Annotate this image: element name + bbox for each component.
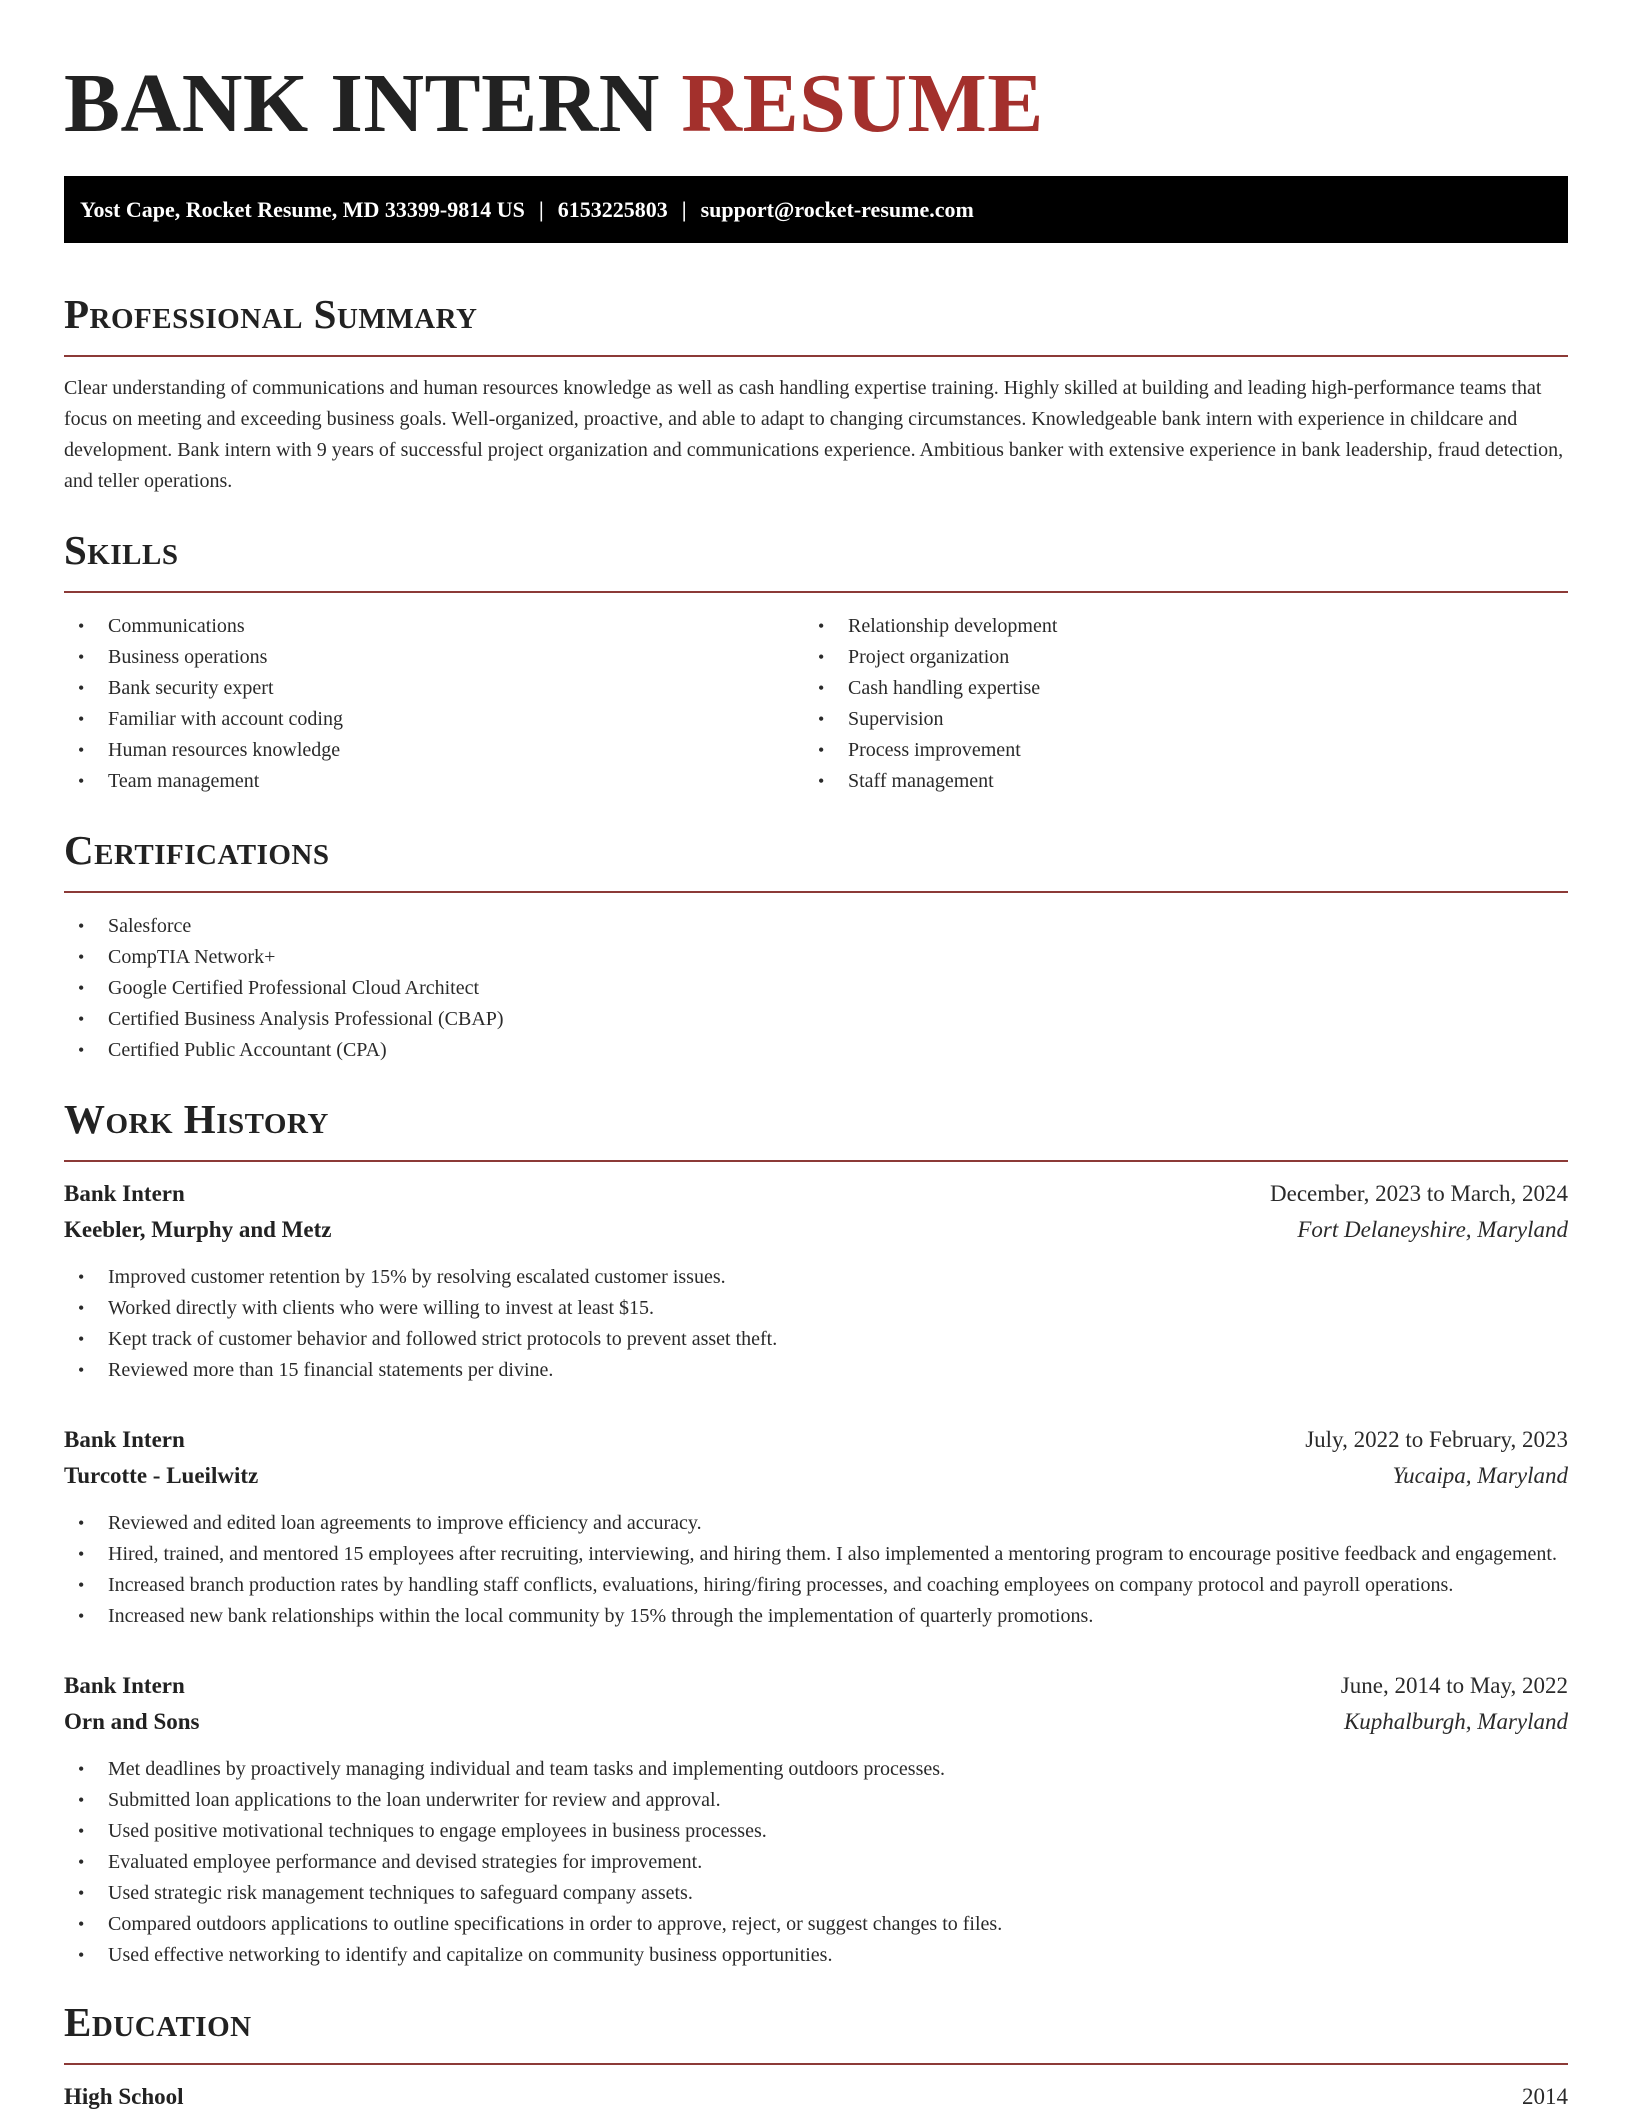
section-title-certifications: Certifications <box>64 827 330 873</box>
section-title-education: Education <box>64 1999 252 2045</box>
section-title-summary: Professional Summary <box>64 291 478 337</box>
job-bullets <box>64 1508 1568 1632</box>
job-title: Bank Intern <box>64 1181 185 1206</box>
skill-item-text: Relationship development <box>848 615 1058 637</box>
job-header-row <box>64 1668 1568 1704</box>
job-dates: July, 2022 to February, 2023 <box>1305 1427 1568 1452</box>
skill-item <box>804 673 1544 704</box>
job-entry <box>64 1176 1568 1386</box>
job-bullet <box>64 1293 1568 1324</box>
job-bullets <box>64 1262 1568 1386</box>
job-company-row <box>64 1212 1568 1248</box>
bullet-icon: • <box>78 1790 85 1810</box>
bullet-icon: • <box>78 978 85 998</box>
bullet-icon: • <box>78 1606 85 1626</box>
skill-item-text: Business operations <box>108 646 268 668</box>
skill-item <box>64 611 804 642</box>
certification-item-text: CompTIA Network+ <box>108 946 276 968</box>
job-bullet-text: Used positive motivational techniques to engage employees in business processes. <box>108 1820 767 1842</box>
section-title-work-history: Work History <box>64 1096 329 1142</box>
skill-item <box>804 735 1544 766</box>
bullet-icon: • <box>78 709 85 729</box>
job-header-row <box>64 1422 1568 1458</box>
bullet-icon: • <box>78 1883 85 1903</box>
skills-list-right <box>804 611 1544 797</box>
section-divider <box>64 2063 1568 2065</box>
job-bullet <box>64 1508 1568 1539</box>
education-section <box>64 1997 1568 2115</box>
skill-item <box>804 642 1544 673</box>
job-bullet <box>64 1847 1568 1878</box>
job-bullet <box>64 1601 1568 1632</box>
bullet-icon: • <box>78 1298 85 1318</box>
education-degree: High School <box>64 2084 184 2109</box>
job-bullet-text: Increased new bank relationships within the local community by 15% through the implementation of quarterly promotions. <box>108 1605 1094 1627</box>
job-list <box>64 1176 1568 1971</box>
summary-section <box>64 289 1568 497</box>
job-bullet <box>64 1940 1568 1971</box>
job-company: Turcotte - Lueilwitz <box>64 1463 259 1488</box>
job-bullet-text: Hired, trained, and mentored 15 employees after recruiting, interviewing, and hiring them. I also implemented a mentoring program to encourage positive feedback and engagement. <box>108 1543 1557 1565</box>
job-entry <box>64 1422 1568 1632</box>
job-bullet <box>64 1909 1568 1940</box>
bullet-icon: • <box>818 678 825 698</box>
bullet-icon: • <box>818 709 825 729</box>
job-bullet-text: Used effective networking to identify and capitalize on community business opportunities. <box>108 1944 833 1966</box>
skills-list-left <box>64 611 804 797</box>
job-company: Orn and Sons <box>64 1709 200 1734</box>
bullet-icon: • <box>78 916 85 936</box>
job-bullet-text: Used strategic risk management techniques to safeguard company assets. <box>108 1882 693 1904</box>
bullet-icon: • <box>78 1759 85 1779</box>
skill-item <box>804 766 1544 797</box>
skill-item <box>64 766 804 797</box>
job-bullet-text: Reviewed more than 15 financial statements per divine. <box>108 1359 554 1381</box>
bullet-icon: • <box>78 1852 85 1872</box>
bullet-icon: • <box>78 947 85 967</box>
skill-item-text: Supervision <box>848 708 944 730</box>
contact-address: Yost Cape, Rocket Resume, MD 33399-9814 US <box>80 197 525 222</box>
job-bullets <box>64 1754 1568 1971</box>
bullet-icon: • <box>78 1040 85 1060</box>
contact-email[interactable]: support@rocket-resume.com <box>700 197 974 222</box>
bullet-icon: • <box>818 771 825 791</box>
job-dates: June, 2014 to May, 2022 <box>1340 1673 1568 1698</box>
skill-item-text: Familiar with account coding <box>108 708 343 730</box>
job-entry <box>64 1668 1568 1971</box>
job-header-row <box>64 1176 1568 1212</box>
job-bullet <box>64 1754 1568 1785</box>
skill-item-text: Staff management <box>848 770 994 792</box>
bullet-icon: • <box>818 740 825 760</box>
contact-phone[interactable]: 6153225803 <box>557 197 668 222</box>
bullet-icon: • <box>78 1009 85 1029</box>
skill-item <box>64 704 804 735</box>
job-bullet-text: Compared outdoors applications to outline specifications in order to approve, reject, or suggest changes to files. <box>108 1913 1003 1935</box>
contact-separator: | <box>538 197 544 222</box>
job-bullet-text: Increased branch production rates by handling staff conflicts, evaluations, hiring/firing processes, and coaching employees on company protocol and payroll operations. <box>108 1574 1454 1596</box>
job-bullet <box>64 1324 1568 1355</box>
bullet-icon: • <box>78 1914 85 1934</box>
contact-bar <box>64 176 1568 243</box>
job-title: Bank Intern <box>64 1427 185 1452</box>
section-title-skills: Skills <box>64 527 179 573</box>
summary-text: Clear understanding of communications and human resources knowledge as well as cash handling expertise training. Highly skilled at building and leading high-performance teams that focus on meeting and exceeding business goals. Well-organized, proactive, and able to adapt to changing circumstances. Knowledgeable bank intern with experience in childcare and development. Bank intern with 9 years of successful project organization and communications experience. Ambitious banker with extensive experience in bank leadership, fraud detection, and teller operations. <box>64 377 1564 492</box>
job-bullet <box>64 1262 1568 1293</box>
bullet-icon: • <box>78 678 85 698</box>
title-accent: RESUME <box>681 57 1044 150</box>
job-bullet-text: Evaluated employee performance and devised strategies for improvement. <box>108 1851 703 1873</box>
job-bullet <box>64 1816 1568 1847</box>
job-bullet-text: Met deadlines by proactively managing individual and team tasks and implementing outdoors processes. <box>108 1758 946 1780</box>
job-location: Kuphalburgh, Maryland <box>1343 1709 1568 1734</box>
certification-item-text: Salesforce <box>108 915 192 937</box>
job-bullet-text: Kept track of customer behavior and followed strict protocols to prevent asset theft. <box>108 1328 778 1350</box>
bullet-icon: • <box>78 1360 85 1380</box>
certification-item-text: Certified Business Analysis Professional (CBAP) <box>108 1008 504 1030</box>
bullet-icon: • <box>818 616 825 636</box>
job-bullet-text: Submitted loan applications to the loan underwriter for review and approval. <box>108 1789 721 1811</box>
skill-item <box>64 642 804 673</box>
skill-item-text: Bank security expert <box>108 677 274 699</box>
education-year: 2014 <box>1522 2084 1568 2109</box>
certification-item <box>64 1035 1568 1066</box>
education-list <box>64 2079 1568 2115</box>
certification-item <box>64 942 1568 973</box>
job-bullet-text: Improved customer retention by 15% by resolving escalated customer issues. <box>108 1266 726 1288</box>
section-divider <box>64 591 1568 593</box>
skill-item <box>64 735 804 766</box>
certification-item-text: Certified Public Accountant (CPA) <box>108 1039 387 1061</box>
job-location: Yucaipa, Maryland <box>1392 1463 1568 1488</box>
job-company-row <box>64 1704 1568 1740</box>
bullet-icon: • <box>78 1575 85 1595</box>
bullet-icon: • <box>78 1267 85 1287</box>
job-company: Keebler, Murphy and Metz <box>64 1217 332 1242</box>
skills-grid <box>64 611 1568 797</box>
skill-item-text: Cash handling expertise <box>848 677 1041 699</box>
bullet-icon: • <box>78 1945 85 1965</box>
resume-title <box>64 56 1568 152</box>
certification-item-text: Google Certified Professional Cloud Architect <box>108 977 480 999</box>
skill-item-text: Process improvement <box>848 739 1021 761</box>
skill-item-text: Project organization <box>848 646 1010 668</box>
bullet-icon: • <box>78 771 85 791</box>
certifications-section <box>64 825 1568 1066</box>
job-location: Fort Delaneyshire, Maryland <box>1297 1217 1568 1242</box>
bullet-icon: • <box>78 1544 85 1564</box>
bullet-icon: • <box>78 1513 85 1533</box>
certification-item <box>64 1004 1568 1035</box>
skills-section <box>64 525 1568 797</box>
bullet-icon: • <box>78 740 85 760</box>
job-dates: December, 2023 to March, 2024 <box>1270 1181 1568 1206</box>
job-bullet <box>64 1539 1568 1570</box>
skill-item <box>804 704 1544 735</box>
resume-page <box>64 0 1568 2115</box>
bullet-icon: • <box>78 1821 85 1841</box>
skill-item-text: Team management <box>108 770 260 792</box>
job-company-row <box>64 1458 1568 1494</box>
section-divider <box>64 891 1568 893</box>
bullet-icon: • <box>78 647 85 667</box>
education-entry <box>64 2079 1568 2115</box>
title-main: BANK INTERN <box>64 57 660 150</box>
job-bullet-text: Reviewed and edited loan agreements to improve efficiency and accuracy. <box>108 1512 702 1534</box>
bullet-icon: • <box>78 616 85 636</box>
section-divider <box>64 355 1568 357</box>
job-bullet-text: Worked directly with clients who were willing to invest at least $15. <box>108 1297 655 1319</box>
skill-item-text: Communications <box>108 615 245 637</box>
certifications-list <box>64 911 1568 1066</box>
bullet-icon: • <box>78 1329 85 1349</box>
bullet-icon: • <box>818 647 825 667</box>
contact-separator: | <box>681 197 687 222</box>
skill-item <box>64 673 804 704</box>
certification-item <box>64 973 1568 1004</box>
work-history-section <box>64 1094 1568 1971</box>
job-title: Bank Intern <box>64 1673 185 1698</box>
section-divider <box>64 1160 1568 1162</box>
job-bullet <box>64 1570 1568 1601</box>
job-bullet <box>64 1878 1568 1909</box>
skill-item-text: Human resources knowledge <box>108 739 341 761</box>
job-bullet <box>64 1355 1568 1386</box>
skill-item <box>804 611 1544 642</box>
certification-item <box>64 911 1568 942</box>
job-bullet <box>64 1785 1568 1816</box>
